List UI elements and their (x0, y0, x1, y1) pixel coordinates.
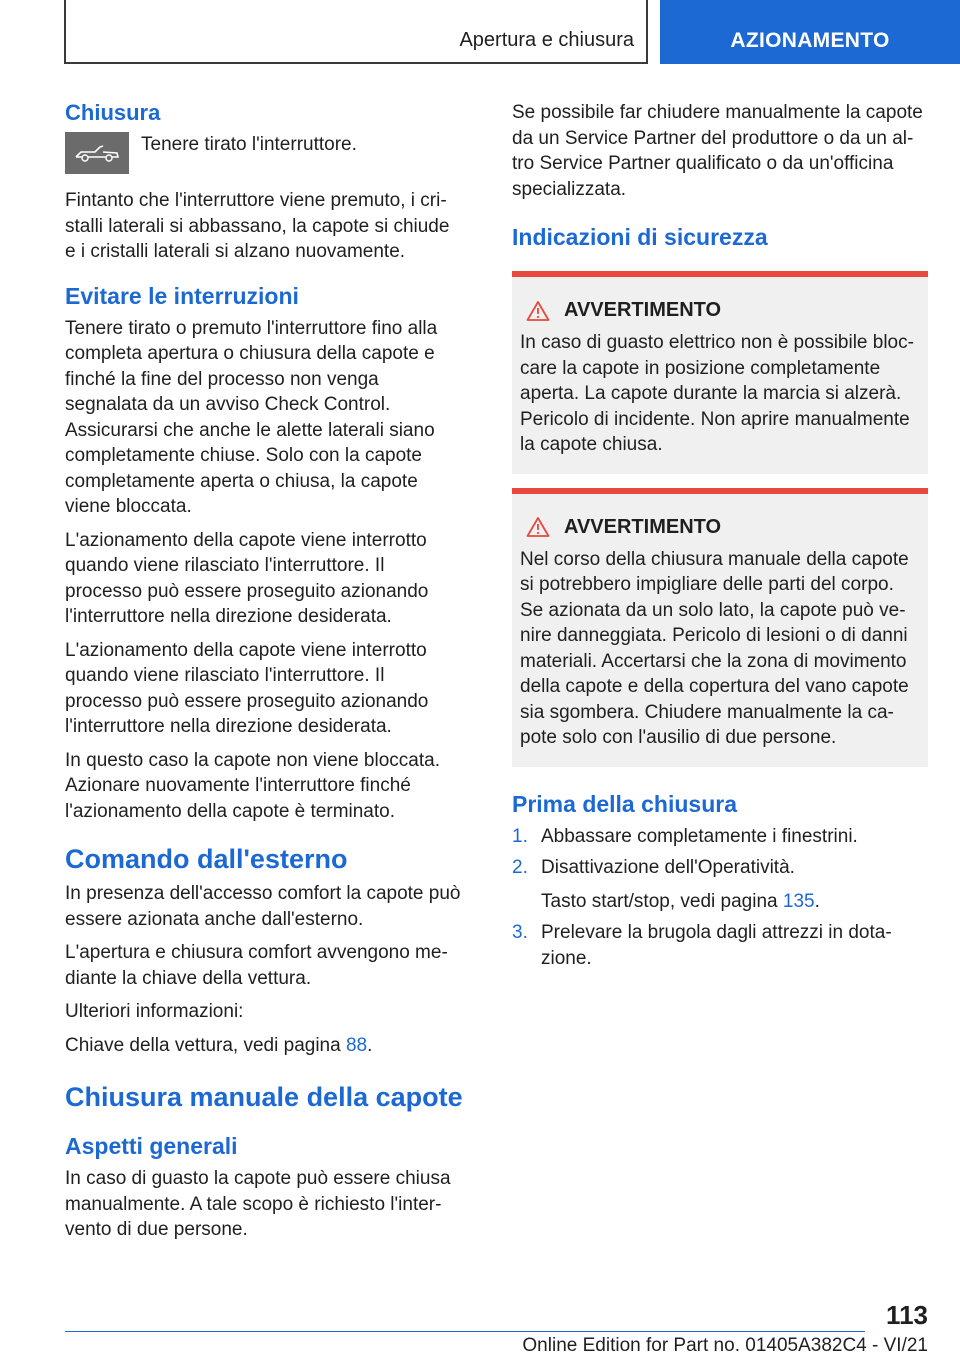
warning-box (512, 271, 928, 474)
step-number: 2. (512, 857, 528, 878)
ref-end: . (814, 890, 820, 912)
heading-comando-esterno: Comando dall'esterno (65, 844, 348, 874)
icon-instruction-text: Tenere tirato l'interruttore. (141, 134, 357, 155)
warning-box (512, 488, 928, 767)
paragraph: Se possibile far chiudere manualmente la capote da un Service Partner del produttore o da un altro Service Partner qualificato o da un'officina specializzata. (512, 102, 923, 200)
warning-triangle-icon (526, 300, 550, 322)
ref-text: Tasto start/stop, vedi pagina (541, 890, 783, 912)
heading-aspetti-generali: Aspetti generali (65, 1133, 238, 1159)
step-text: Prelevare la brugola dagli attrezzi in dotazione. (541, 922, 892, 969)
page-link-88[interactable]: 88 (345, 1034, 368, 1056)
heading-evitare-interruzioni: Evitare le interruzioni (65, 282, 299, 309)
warning-title-text: AVVERTIMENTO (564, 299, 722, 321)
footer-divider (65, 1331, 865, 1332)
warning-title (526, 516, 920, 539)
step-subtext (541, 889, 820, 915)
page-number: 113 (886, 1300, 928, 1330)
convertible-car-icon (65, 132, 129, 174)
warning-triangle-icon (526, 516, 550, 538)
step-number: 1. (512, 825, 528, 847)
icon-instruction (65, 132, 465, 174)
paragraph: Tenere tirato o premuto l'interruttore fino alla completa apertura o chiusura della capote e finché la fine del processo non venga segnalata da un avviso Check Control. Assicurarsi che anche le alette laterali siano completamente chiuse. Solo con la capote completamente aperta o chiusa, la capote viene bloccata. (65, 317, 438, 517)
left-column (65, 100, 465, 1251)
heading-chiusura-manuale: Chiusura manuale della capote (65, 1082, 463, 1112)
list-item (512, 824, 928, 850)
steps-list (512, 824, 928, 972)
paragraph: Ulteriori informazioni: (65, 1001, 244, 1022)
paragraph: Fintanto che l'interruttore viene premuto, i cristalli laterali si abbassano, la capote si chiude e i cristalli laterali si alzano nuovamente. (65, 190, 450, 262)
paragraph: L'azionamento della capote viene interrotto quando viene rilasciato l'interruttore. Il processo può essere proseguito azionando l'interruttore nella direzione desiderata. (65, 639, 429, 737)
ref-end: . (367, 1034, 373, 1056)
warning-text: In caso di guasto elettrico non è possibile bloccare la capote in posizione completamente aperta. La capote durante la marcia si alzerà. Pericolo di incidente. Non aprire manualmente la capote chiusa. (520, 332, 914, 455)
warning-text: Nel corso della chiusura manuale della capote si potrebbero impigliare delle parti del corpo. Se azionata da un solo lato, la capote può venire danneggiata. Pericolo di lesioni o di danni materiali. Accertarsi che la zona di movimento della capote e della copertura del vano capote sia sgombera. Chiudere manualmente la capote solo con l'ausilio di due persone. (520, 548, 909, 748)
heading-chiusura: Chiusura (65, 100, 161, 125)
page-link-135[interactable]: 135 (782, 890, 815, 912)
paragraph: In presenza dell'accesso comfort la capote può essere azionata anche dall'esterno. (65, 883, 461, 930)
heading-prima-chiusura: Prima della chiusura (512, 790, 737, 817)
step-text: Disattivazione dell'Operatività. (541, 857, 795, 878)
ref-text: Chiave della vettura, vedi pagina (65, 1034, 346, 1056)
footer-edition: Online Edition for Part no. 01405A382C4 - VI/21 (522, 1335, 928, 1356)
header-chapter-tab[interactable]: AZIONAMENTO (660, 0, 960, 64)
paragraph: In questo caso la capote non viene bloccata. Azionare nuovamente l'interruttore finché l'azionamento della capote è terminato. (65, 749, 440, 822)
list-item (512, 855, 928, 914)
list-item (512, 920, 928, 971)
paragraph: L'apertura e chiusura comfort avvengono mediante la chiave della vettura. (65, 942, 448, 989)
warning-title-text: AVVERTIMENTO (564, 515, 722, 538)
step-number: 3. (512, 922, 528, 943)
warning-title (526, 299, 920, 322)
step-text: Abbassare completamente i finestrini. (541, 825, 858, 847)
paragraph: In caso di guasto la capote può essere chiusa manualmente. A tale scopo è richiesto l'intervento di due persone. (65, 1168, 451, 1240)
right-column (512, 100, 928, 977)
heading-indicazioni-sicurezza: Indicazioni di sicurezza (512, 224, 768, 250)
paragraph-with-link (65, 1033, 465, 1059)
paragraph: L'azionamento della capote viene interrotto quando viene rilasciato l'interruttore. Il processo può essere proseguito azionando l'interruttore nella direzione desiderata. (65, 529, 429, 627)
header-section-title: Apertura e chiusura (459, 29, 634, 51)
